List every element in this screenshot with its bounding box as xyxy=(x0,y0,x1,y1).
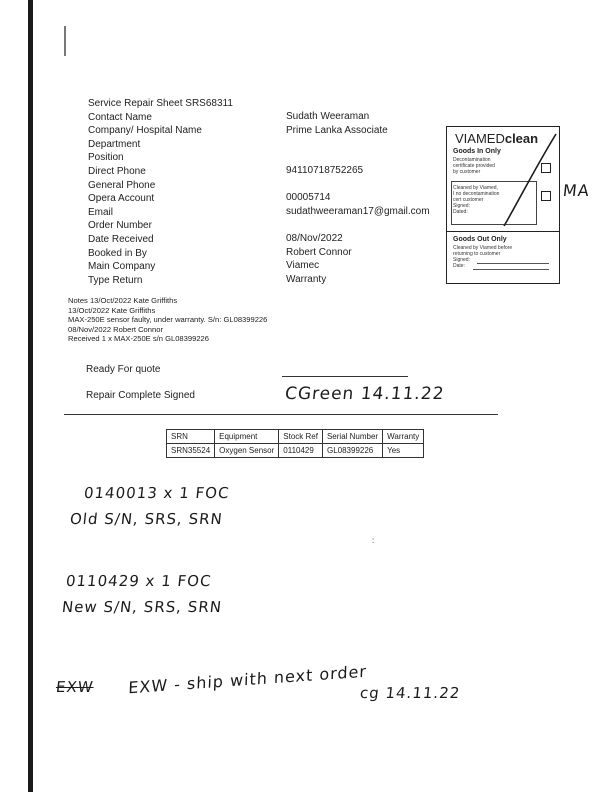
table-header-row xyxy=(167,430,424,444)
table-row xyxy=(167,444,424,458)
notes-block xyxy=(68,296,267,344)
margin-handwritten-mark: MA xyxy=(562,181,591,200)
field-label-direct-phone: Direct Phone xyxy=(88,165,146,177)
field-value-main-company: Viamec xyxy=(286,260,320,272)
cell-srn: SRN35524 xyxy=(167,444,215,458)
field-label-main-company: Main Company xyxy=(88,261,156,273)
field-value-direct-phone: 94110718752265 xyxy=(286,165,364,176)
handwritten-initials-date: cg 14.11.22 xyxy=(359,684,462,702)
equipment-table xyxy=(166,429,424,458)
field-value-contact-name: Sudath Weeraman xyxy=(286,111,370,122)
stamp-date-line xyxy=(473,269,549,270)
stamp-goods-out-text: Cleaned by Viamed before returning to customer Signed: Date: xyxy=(453,245,513,269)
field-label-position: Position xyxy=(88,152,124,164)
note-line: MAX-250E sensor faulty, under warranty. S/n: GL08399226 xyxy=(68,315,268,325)
field-label-department: Department xyxy=(88,138,141,150)
stamp-goods-out-heading: Goods Out Only xyxy=(453,236,507,243)
note-line: Notes 13/Oct/2022 Kate Griffiths xyxy=(68,296,178,305)
handwritten-part-new: 0110429 x 1 FOC xyxy=(65,572,213,590)
field-values-account-block xyxy=(286,191,430,218)
note-line: 13/Oct/2022 Kate Griffiths xyxy=(68,305,156,315)
field-value-date-received: 08/Nov/2022 xyxy=(286,233,343,244)
note-line: 08/Nov/2022 Robert Connor xyxy=(68,324,163,334)
stamp-signed-line xyxy=(477,263,549,264)
field-values-bottom xyxy=(286,232,352,286)
note-line: Received 1 x MAX-250E s/n GL08399226 xyxy=(68,334,209,344)
field-value-opera-account: 00005714 xyxy=(286,192,331,203)
stamp-brand: VIAMEDclean xyxy=(455,131,539,146)
field-label-email: Email xyxy=(88,206,114,218)
stamp-tick-mark xyxy=(500,130,560,230)
stamp-cleaned-text: Cleaned by Viamed, I no decontamination cert customer Signed: Dated: xyxy=(453,185,500,215)
stamp-goods-in-heading: Goods In Only xyxy=(453,148,501,155)
cell-serial-number: GL08399226 xyxy=(322,444,382,458)
col-header-equipment: Equipment xyxy=(215,430,279,444)
repair-complete-signature: CGreen 14.11.22 xyxy=(283,384,446,404)
cell-stock-ref: 0110429 xyxy=(279,444,323,458)
repair-complete-label: Repair Complete Signed xyxy=(86,390,195,401)
sheet-title: Service Repair Sheet SRS68311 xyxy=(88,98,233,109)
section-divider xyxy=(64,414,498,415)
field-label-booked-by: Booked in By xyxy=(88,247,147,259)
handwritten-shipping-note: EXW - ship with next order xyxy=(127,661,368,698)
col-header-warranty: Warranty xyxy=(383,430,424,444)
col-header-srn: SRN xyxy=(167,430,215,444)
cell-equipment: Oxygen Sensor xyxy=(215,444,279,458)
field-labels xyxy=(88,97,233,287)
field-value-direct-phone-block xyxy=(286,164,363,178)
handwritten-part-old: 0140013 x 1 FOC xyxy=(83,484,231,502)
field-values-top xyxy=(286,110,388,137)
field-value-booked-by: Robert Connor xyxy=(286,246,352,258)
field-label-type-return: Type Return xyxy=(88,274,143,286)
handwritten-new-serial-note: New S/N, SRS, SRN xyxy=(61,598,223,616)
scan-mark xyxy=(64,26,66,56)
field-value-email: sudathweeraman17@gmail.com xyxy=(286,205,430,217)
cell-warranty: Yes xyxy=(383,444,424,458)
handwritten-struck-exw: EXW xyxy=(55,678,95,696)
field-value-company: Prime Lanka Associate xyxy=(286,124,388,136)
stamp-divider xyxy=(447,231,559,232)
field-label-company: Company/ Hospital Name xyxy=(88,125,202,137)
ready-for-quote-line xyxy=(282,376,408,377)
scan-edge xyxy=(28,0,33,792)
field-label-general-phone: General Phone xyxy=(88,179,156,191)
col-header-stock-ref: Stock Ref xyxy=(279,430,323,444)
col-header-serial-number: Serial Number xyxy=(322,430,382,444)
field-label-date-received: Date Received xyxy=(88,233,154,245)
field-label-contact-name: Contact Name xyxy=(88,111,152,123)
field-label-order-number: Order Number xyxy=(88,220,152,232)
ready-for-quote-label: Ready For quote xyxy=(86,364,161,375)
handwritten-old-serial-note: Old S/N, SRS, SRN xyxy=(69,510,224,528)
field-value-type-return: Warranty xyxy=(286,273,327,285)
field-label-opera-account: Opera Account xyxy=(88,193,155,205)
stray-mark: : xyxy=(372,536,375,545)
stamp-goods-in-text: Decontamination certificate provided by customer xyxy=(453,157,495,175)
